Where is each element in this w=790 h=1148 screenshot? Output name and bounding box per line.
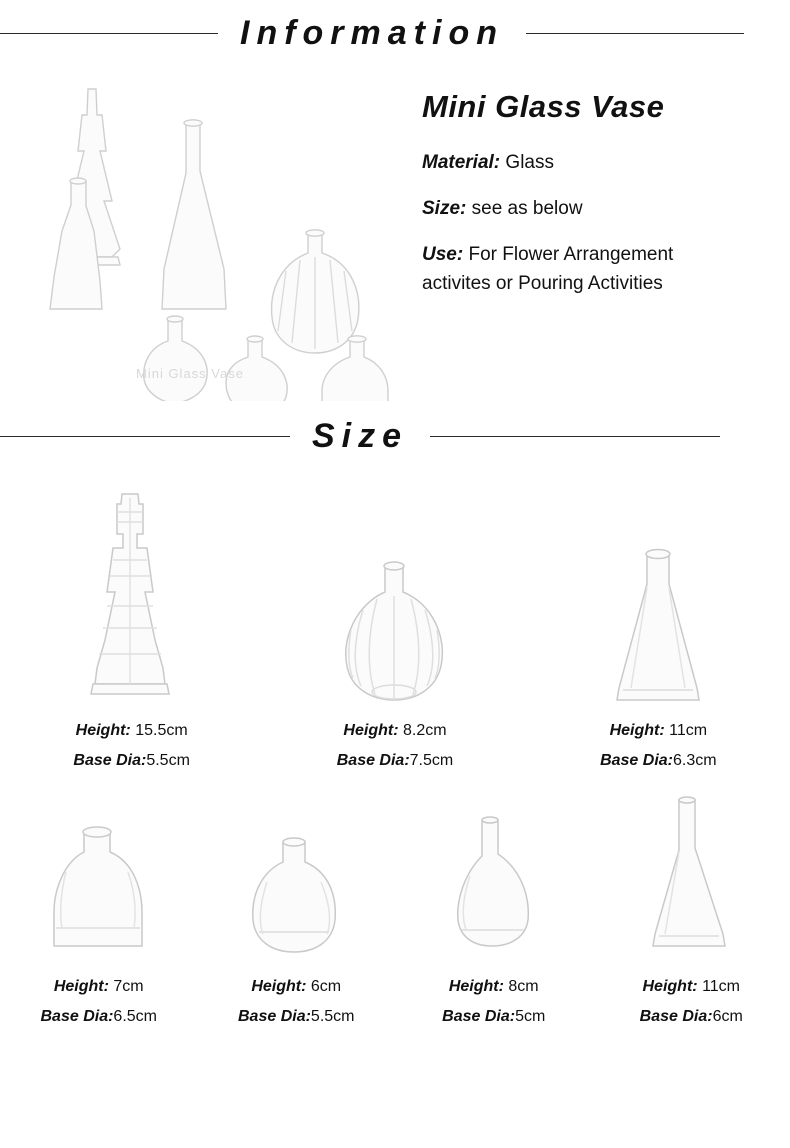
- base-line: [640, 1008, 743, 1026]
- size-row-2: [0, 804, 790, 1026]
- height-value: 15.5cm: [135, 722, 187, 739]
- small-flask-vase-illustration: [444, 814, 544, 964]
- spec-use-value: For Flower Arrangement: [468, 244, 673, 265]
- height-line: [449, 978, 539, 996]
- height-value: 8cm: [508, 978, 538, 995]
- spec-use-label: Use:: [422, 244, 463, 265]
- size-item-eiffel: [0, 478, 263, 770]
- height-label: Height:: [343, 722, 398, 739]
- height-line: [343, 722, 446, 740]
- height-label: Height:: [610, 722, 665, 739]
- size-rule-right: [430, 436, 720, 437]
- spec-use: [422, 243, 774, 267]
- product-information-block: [0, 81, 790, 411]
- base-line: [73, 752, 190, 770]
- product-spec-list: [416, 81, 774, 314]
- size-item-round-bulb: [198, 804, 396, 1026]
- vase-image-small-flask: [444, 804, 544, 964]
- height-line: [610, 722, 708, 740]
- size-rule-left: [0, 436, 290, 437]
- height-label: Height:: [54, 978, 109, 995]
- spec-size-label: Size:: [422, 198, 466, 219]
- height-value: 11cm: [669, 722, 707, 739]
- spec-size: [422, 197, 774, 221]
- base-label: Base Dia:: [442, 1008, 515, 1025]
- base-value: 7.5cm: [410, 752, 454, 769]
- vase-image-tall-cone: [603, 478, 713, 708]
- base-value: 5.5cm: [311, 1008, 355, 1025]
- product-photo-group: [16, 81, 416, 401]
- height-value: 7cm: [113, 978, 143, 995]
- height-value: 11cm: [702, 978, 740, 995]
- base-line: [442, 1008, 545, 1026]
- height-line: [54, 978, 144, 996]
- base-line: [337, 752, 454, 770]
- size-chart: [0, 478, 790, 1026]
- base-line: [41, 1008, 158, 1026]
- spec-use-continuation: activites or Pouring Activities: [422, 272, 774, 296]
- size-row-1: [0, 478, 790, 770]
- round-bulb-vase-illustration: [241, 834, 351, 964]
- cone-flask-vase-illustration: [641, 794, 741, 964]
- height-label: Height:: [251, 978, 306, 995]
- vase-image-ribbed-bulb: [335, 478, 455, 708]
- size-section-header: [0, 417, 790, 456]
- base-label: Base Dia:: [337, 752, 410, 769]
- base-label: Base Dia:: [640, 1008, 713, 1025]
- ribbed-bulb-vase-illustration: [335, 558, 455, 708]
- vase-image-square-dome: [44, 804, 154, 964]
- information-section-header: [0, 14, 790, 53]
- height-line: [76, 722, 188, 740]
- base-value: 6cm: [713, 1008, 743, 1025]
- size-item-small-flask: [395, 804, 593, 1026]
- spec-material: [422, 151, 774, 175]
- spec-material-value: Glass: [505, 152, 554, 173]
- eiffel-vase-illustration: [77, 488, 187, 708]
- vase-image-round-bulb: [241, 804, 351, 964]
- base-line: [238, 1008, 355, 1026]
- information-heading-text: Information: [218, 14, 526, 53]
- height-line: [251, 978, 341, 996]
- product-title: Mini Glass Vase: [422, 89, 774, 125]
- size-item-square-dome: [0, 804, 198, 1026]
- header-rule-right: [526, 33, 744, 34]
- size-item-cone-flask: [593, 804, 790, 1026]
- photo-ghost-text-1: Mini Glass Vase: [136, 366, 244, 381]
- tall-cone-vase-illustration: [603, 548, 713, 708]
- vase-image-eiffel: [77, 478, 187, 708]
- base-label: Base Dia:: [238, 1008, 311, 1025]
- height-label: Height:: [643, 978, 698, 995]
- base-value: 5.5cm: [146, 752, 190, 769]
- height-label: Height:: [76, 722, 131, 739]
- size-item-tall-cone: [527, 478, 790, 770]
- size-item-ribbed-bulb: [263, 478, 526, 770]
- base-label: Base Dia:: [600, 752, 673, 769]
- base-label: Base Dia:: [73, 752, 146, 769]
- height-line: [643, 978, 741, 996]
- height-value: 6cm: [311, 978, 341, 995]
- header-rule-left: [0, 33, 218, 34]
- square-dome-vase-illustration: [44, 824, 154, 964]
- base-label: Base Dia:: [41, 1008, 114, 1025]
- base-value: 6.3cm: [673, 752, 717, 769]
- spec-size-value: see as below: [472, 198, 583, 219]
- base-value: 6.5cm: [113, 1008, 157, 1025]
- base-value: 5cm: [515, 1008, 545, 1025]
- spec-material-label: Material:: [422, 152, 500, 173]
- size-heading-text: Size: [290, 417, 430, 456]
- base-line: [600, 752, 717, 770]
- height-value: 8.2cm: [403, 722, 447, 739]
- vase-image-cone-flask: [641, 804, 741, 964]
- product-photo-illustration: [16, 81, 416, 401]
- height-label: Height:: [449, 978, 504, 995]
